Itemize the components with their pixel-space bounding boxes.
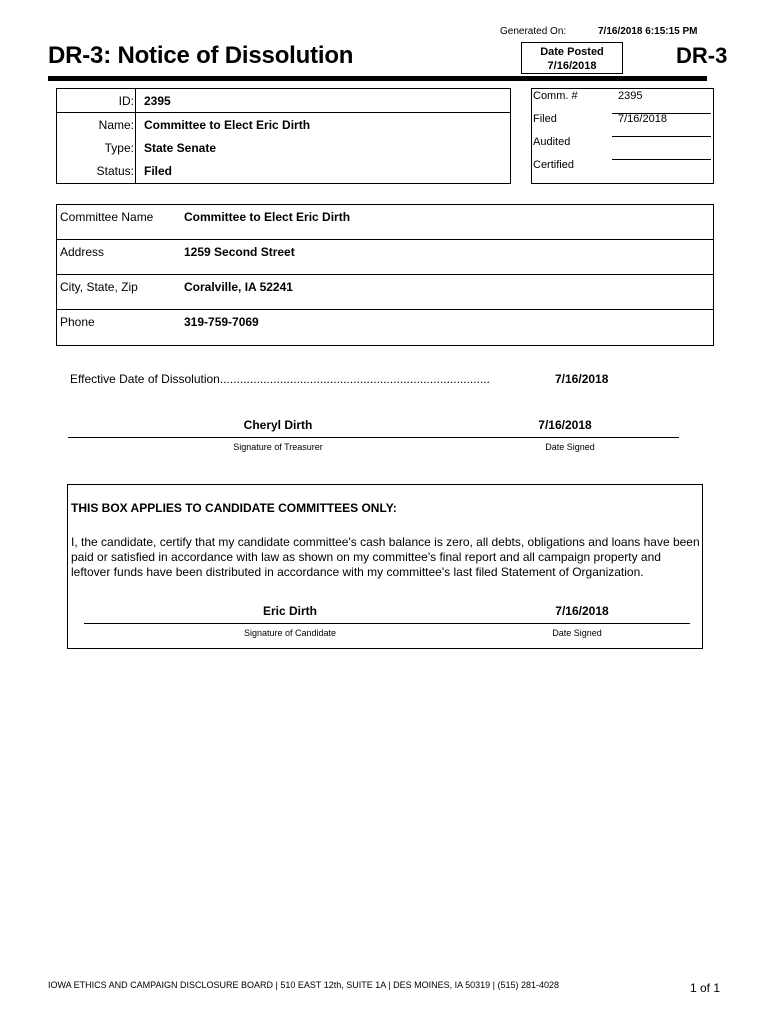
- status-row: [57, 159, 510, 182]
- comm-number-value: 2395: [618, 90, 643, 102]
- page-title: DR-3: Notice of Dissolution: [48, 42, 354, 69]
- candidate-certification-text: I, the candidate, certify that my candidate committee's cash balance is zero, all debts, obligations and loans have been paid or satisfied in accordance with law as shown on my committee's final report and all campaign property and leftover funds have been distributed in accordance with my committee's last filed Statement of Organization.: [71, 535, 700, 579]
- comm-number-label: Comm. #: [533, 90, 578, 102]
- certified-row: [532, 158, 713, 181]
- id-label: ID:: [118, 94, 134, 108]
- committee-name-value: Committee to Elect Eric Dirth: [184, 210, 351, 224]
- generated-on-label: Generated On:: [500, 26, 567, 37]
- date-posted-label: Date Posted: [540, 46, 604, 58]
- name-value: Committee to Elect Eric Dirth: [144, 118, 311, 132]
- address-row: [57, 240, 713, 275]
- filing-status-block: [531, 88, 714, 184]
- effective-date-label: Effective Date of Dissolution.................................................................................: [70, 372, 490, 386]
- form-code: DR-3: [676, 43, 728, 68]
- candidate-box-heading: THIS BOX APPLIES TO CANDIDATE COMMITTEES ONLY:: [71, 501, 397, 515]
- committee-name-label: Committee Name: [60, 210, 154, 224]
- city-state-zip-value: Coralville, IA 52241: [184, 280, 293, 294]
- date-posted-box: [521, 42, 623, 74]
- status-value: Filed: [144, 164, 173, 178]
- footer-address: IOWA ETHICS AND CAMPAIGN DISCLOSURE BOARD | 510 EAST 12th, SUITE 1A | DES MOINES, IA 50319 | (515) 281-4028: [48, 980, 560, 990]
- audited-label: Audited: [533, 136, 571, 148]
- phone-row: [57, 310, 713, 344]
- treasurer-date-caption: Date Signed: [545, 442, 595, 452]
- city-state-zip-label: City, State, Zip: [60, 280, 138, 294]
- type-label: Type:: [104, 141, 134, 155]
- effective-date-value: 7/16/2018: [555, 372, 609, 386]
- name-label: Name:: [98, 118, 134, 132]
- candidate-name: Eric Dirth: [262, 604, 317, 618]
- generated-on-value: 7/16/2018 6:15:15 PM: [598, 26, 698, 37]
- type-row: [57, 136, 510, 159]
- committee-name-row: [57, 205, 713, 240]
- id-row: [57, 89, 510, 113]
- audited-row: [532, 135, 713, 158]
- header-rule: [48, 76, 707, 81]
- status-label: Status:: [96, 164, 134, 178]
- name-row: [57, 113, 510, 136]
- type-value: State Senate: [144, 141, 217, 155]
- treasurer-signature-caption: Signature of Treasurer: [233, 442, 323, 452]
- committee-id-block: [56, 88, 511, 184]
- date-posted-value: 7/16/2018: [547, 60, 597, 72]
- candidate-date-caption: Date Signed: [552, 628, 602, 638]
- committee-info-table: [56, 204, 714, 346]
- candidate-date: 7/16/2018: [555, 604, 609, 618]
- phone-label: Phone: [60, 315, 95, 329]
- filed-label: Filed: [533, 113, 557, 125]
- address-label: Address: [60, 245, 105, 259]
- address-value: 1259 Second Street: [184, 245, 295, 259]
- treasurer-signature-line: [68, 437, 679, 438]
- page-number: 1 of 1: [690, 981, 721, 995]
- filed-value: 7/16/2018: [618, 113, 667, 125]
- candidate-signature-line: [84, 623, 690, 624]
- phone-value: 319-759-7069: [184, 315, 259, 329]
- id-value: 2395: [144, 94, 171, 108]
- comm-number-row: [532, 89, 713, 112]
- treasurer-date: 7/16/2018: [538, 418, 592, 432]
- filed-row: [532, 112, 713, 135]
- treasurer-name: Cheryl Dirth: [243, 418, 313, 432]
- candidate-certification-box: [67, 484, 703, 649]
- certified-label: Certified: [533, 159, 574, 171]
- candidate-signature-caption: Signature of Candidate: [243, 628, 337, 638]
- city-state-zip-row: [57, 275, 713, 310]
